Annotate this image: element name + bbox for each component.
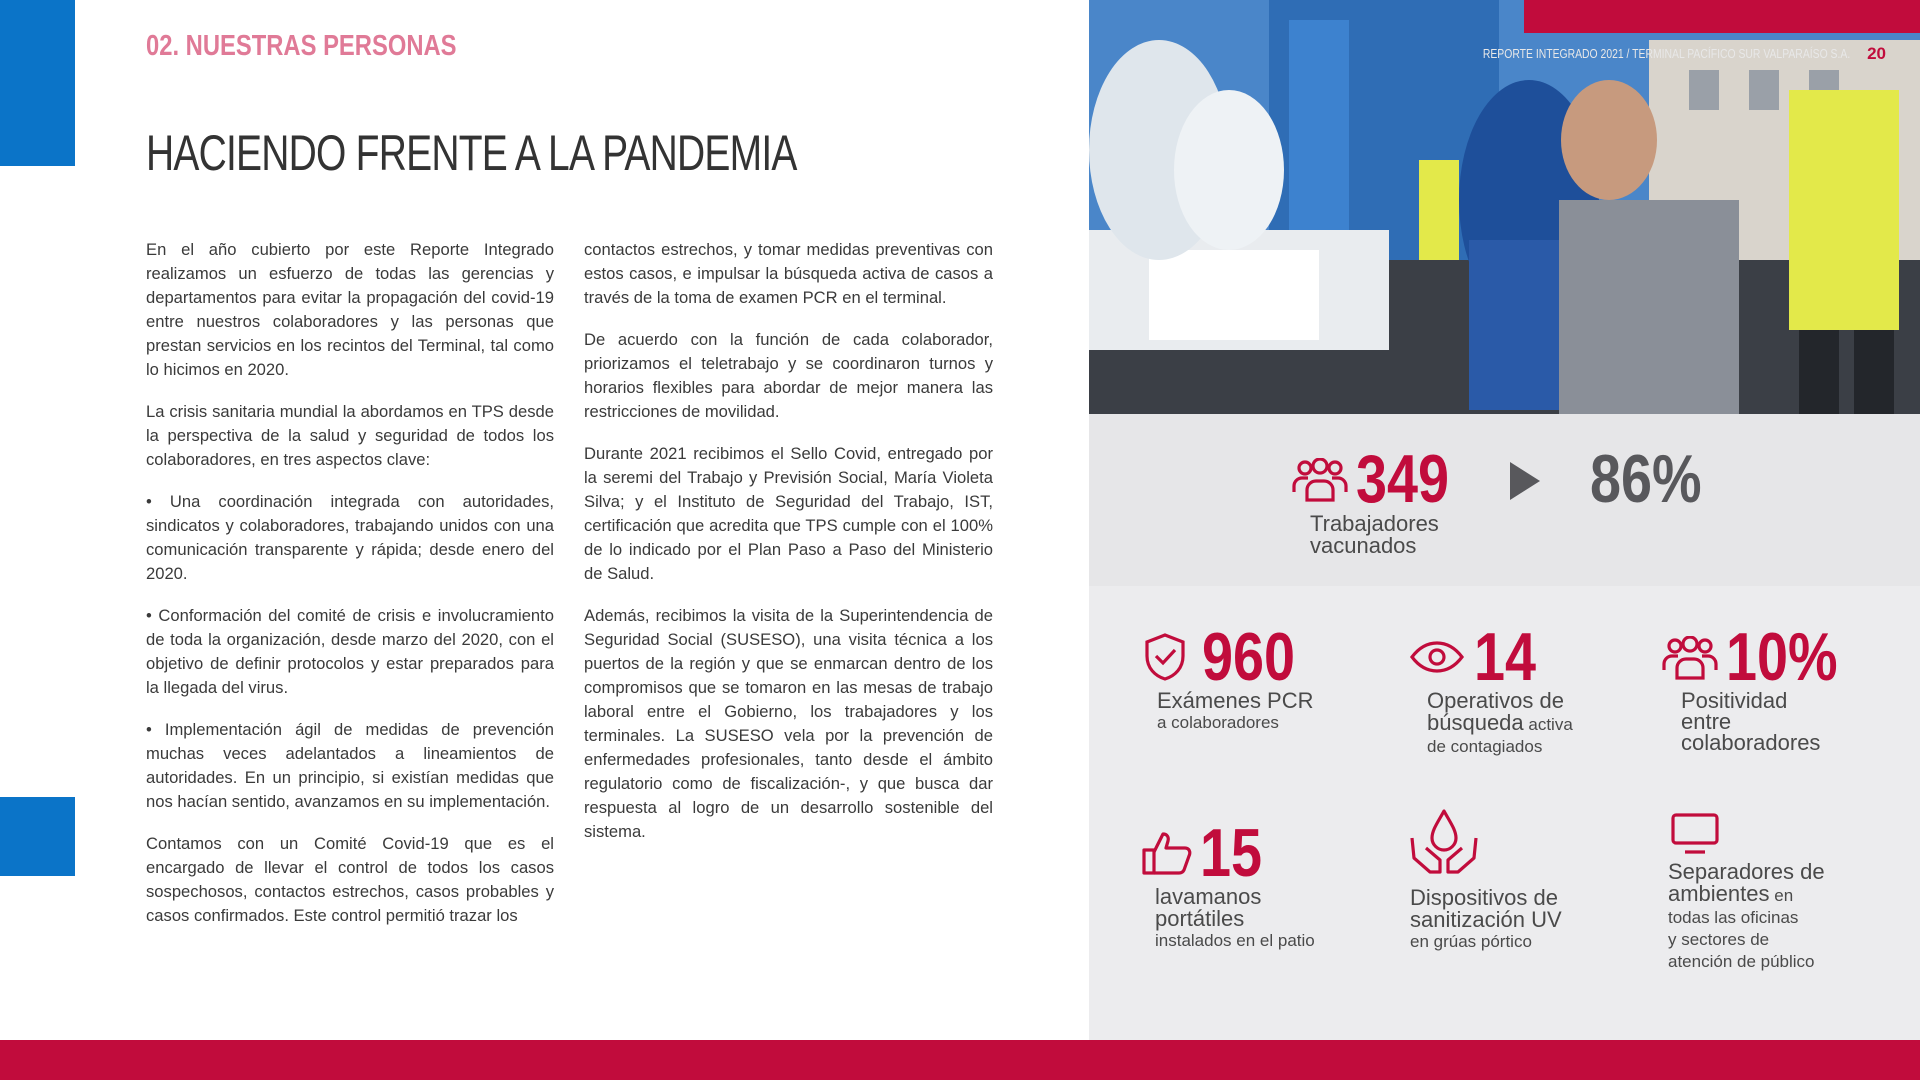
paragraph: La crisis sanitaria mundial la abordamos en TPS desde la perspectiva de la salud y seguridad de todos los colaboradores, en tres aspectos clave:	[146, 402, 554, 469]
label-line: Separadores de	[1668, 859, 1825, 884]
people-icon	[1661, 636, 1719, 682]
pcr-value: 960	[1202, 619, 1296, 695]
positividad-value: 10%	[1726, 619, 1838, 695]
separadores-label	[1668, 861, 1825, 973]
monitor-icon	[1670, 812, 1720, 856]
pcr-label	[1157, 690, 1314, 734]
label-line: lavamanos	[1155, 884, 1262, 909]
label-line: portátiles	[1155, 906, 1245, 931]
play-arrow-icon	[1510, 462, 1540, 500]
pandemic-photo	[1089, 0, 1920, 414]
label-sub: y sectores de	[1668, 930, 1770, 949]
label-sub: activa	[1523, 715, 1573, 734]
lavamanos-label	[1155, 886, 1315, 952]
label-sub: en grúas pórtico	[1410, 932, 1532, 951]
label-line: entre	[1681, 709, 1732, 734]
label-sub: a colaboradores	[1157, 713, 1279, 732]
page-number: 20	[1867, 44, 1886, 63]
label-line: colaboradores	[1681, 730, 1821, 755]
people-icon	[1291, 458, 1349, 504]
label-line: Dispositivos de	[1410, 885, 1558, 910]
paragraph: En el año cubierto por este Reporte Integrado realizamos un esfuerzo de todas las gerencias y departamentos para evitar la propagación del covid-19 entre nuestros colaboradores y las personas que prestan servicios en los recintos del Terminal, tal como lo hicimos en 2020.	[146, 240, 554, 379]
hands-drop-icon	[1408, 808, 1480, 878]
label-line: ambientes	[1668, 881, 1770, 906]
photo-illustration	[1089, 0, 1920, 414]
paragraph: • Una coordinación integrada con autoridades, sindicatos y colaboradores, trabajando unidos con una comunicación transparente y rápida; desde enero del 2020.	[146, 492, 554, 583]
label-line: Operativos de	[1427, 688, 1564, 713]
vaccinated-label	[1310, 513, 1439, 557]
paragraph: • Implementación ágil de medidas de prevención muchas veces adelantados a lineamientos de autoridades. En un principio, si existían medidas que nos hacían sentido, avanzamos en su implementación.	[146, 720, 554, 811]
shield-check-icon	[1143, 632, 1187, 682]
uv-label	[1410, 887, 1562, 953]
paragraph: De acuerdo con la función de cada colaborador, priorizamos el teletrabajo y se coordinaron turnos y horarios flexibles para abordar de mejor manera las restricciones de movilidad.	[584, 330, 993, 421]
paragraph: • Conformación del comité de crisis e involucramiento de toda la organización, desde marzo del 2020, con el objetivo de definir protocolos y estar preparados para la llegada del virus.	[146, 606, 554, 697]
paragraph: Además, recibimos la visita de la Superintendencia de Seguridad Social (SUSESO), una visita técnica a los puertos de la región y que se enmarcan dentro de los compromisos que se tomaron en las mesas de trabajo laboral entre el Gobierno, los trabajadores y los terminales. La SUSESO vela por la prevención de enfermedades profesionales, tanto desde el ámbito regulatorio como de fiscalización-, y que busca dar respuesta al logro de un desarrollo sostenible del sistema.	[584, 606, 993, 841]
label-sub: atención de público	[1668, 952, 1815, 971]
label-sub: instalados en el patio	[1155, 931, 1315, 950]
operativos-label	[1427, 690, 1573, 758]
label-line: Positividad	[1681, 688, 1788, 713]
label-sub: todas las oficinas	[1668, 908, 1799, 927]
label-line: vacunados	[1310, 533, 1417, 558]
page-title: HACIENDO FRENTE A LA PANDEMIA	[146, 125, 797, 181]
label-sub: de contagiados	[1427, 737, 1543, 756]
thumbs-up-icon	[1141, 830, 1193, 876]
text-column-left	[146, 238, 554, 946]
section-label: 02. NUESTRAS PERSONAS	[146, 30, 457, 62]
operativos-value: 14	[1474, 619, 1537, 695]
vaccinated-percent: 86%	[1590, 441, 1702, 517]
label-sub: en	[1769, 886, 1794, 905]
label-line: Exámenes PCR	[1157, 688, 1314, 713]
label-line: Trabajadores	[1310, 511, 1439, 536]
report-reference: REPORTE INTEGRADO 2021 / TERMINAL PACÍFICO SUR VALPARAÍSO S.A.	[1482, 46, 1850, 61]
label-line: búsqueda	[1427, 710, 1524, 735]
paragraph: Contamos con un Comité Covid-19 que es el encargado de llevar el control de todos los casos sospechosos, contactos estrechos, casos probables y casos confirmados. Este control permitió trazar los	[146, 834, 554, 925]
positividad-label	[1681, 690, 1820, 753]
text-column-right	[584, 238, 993, 862]
eye-icon	[1409, 640, 1465, 674]
lavamanos-value: 15	[1200, 815, 1263, 891]
paragraph: Durante 2021 recibimos el Sello Covid, entregado por la seremi del Trabajo y Previsión Social, María Violeta Silva; y el Instituto de Seguridad del Trabajo, IST, certificación que acredita que TPS cumple con el 100% de lo indicado por el Plan Paso a Paso del Ministerio de Salud.	[584, 444, 993, 583]
blue-accent-bar-top	[0, 0, 75, 166]
label-line: sanitización UV	[1410, 907, 1562, 932]
footer-red-band	[0, 1040, 1920, 1080]
vaccinated-value: 349	[1356, 441, 1450, 517]
header-red-bar	[1524, 0, 1920, 33]
blue-accent-bar-bottom	[0, 797, 75, 876]
vaccination-stat-panel	[1089, 414, 1920, 586]
paragraph: contactos estrechos, y tomar medidas preventivas con estos casos, e impulsar la búsqueda activa de casos a través de la toma de examen PCR en el terminal.	[584, 240, 993, 307]
